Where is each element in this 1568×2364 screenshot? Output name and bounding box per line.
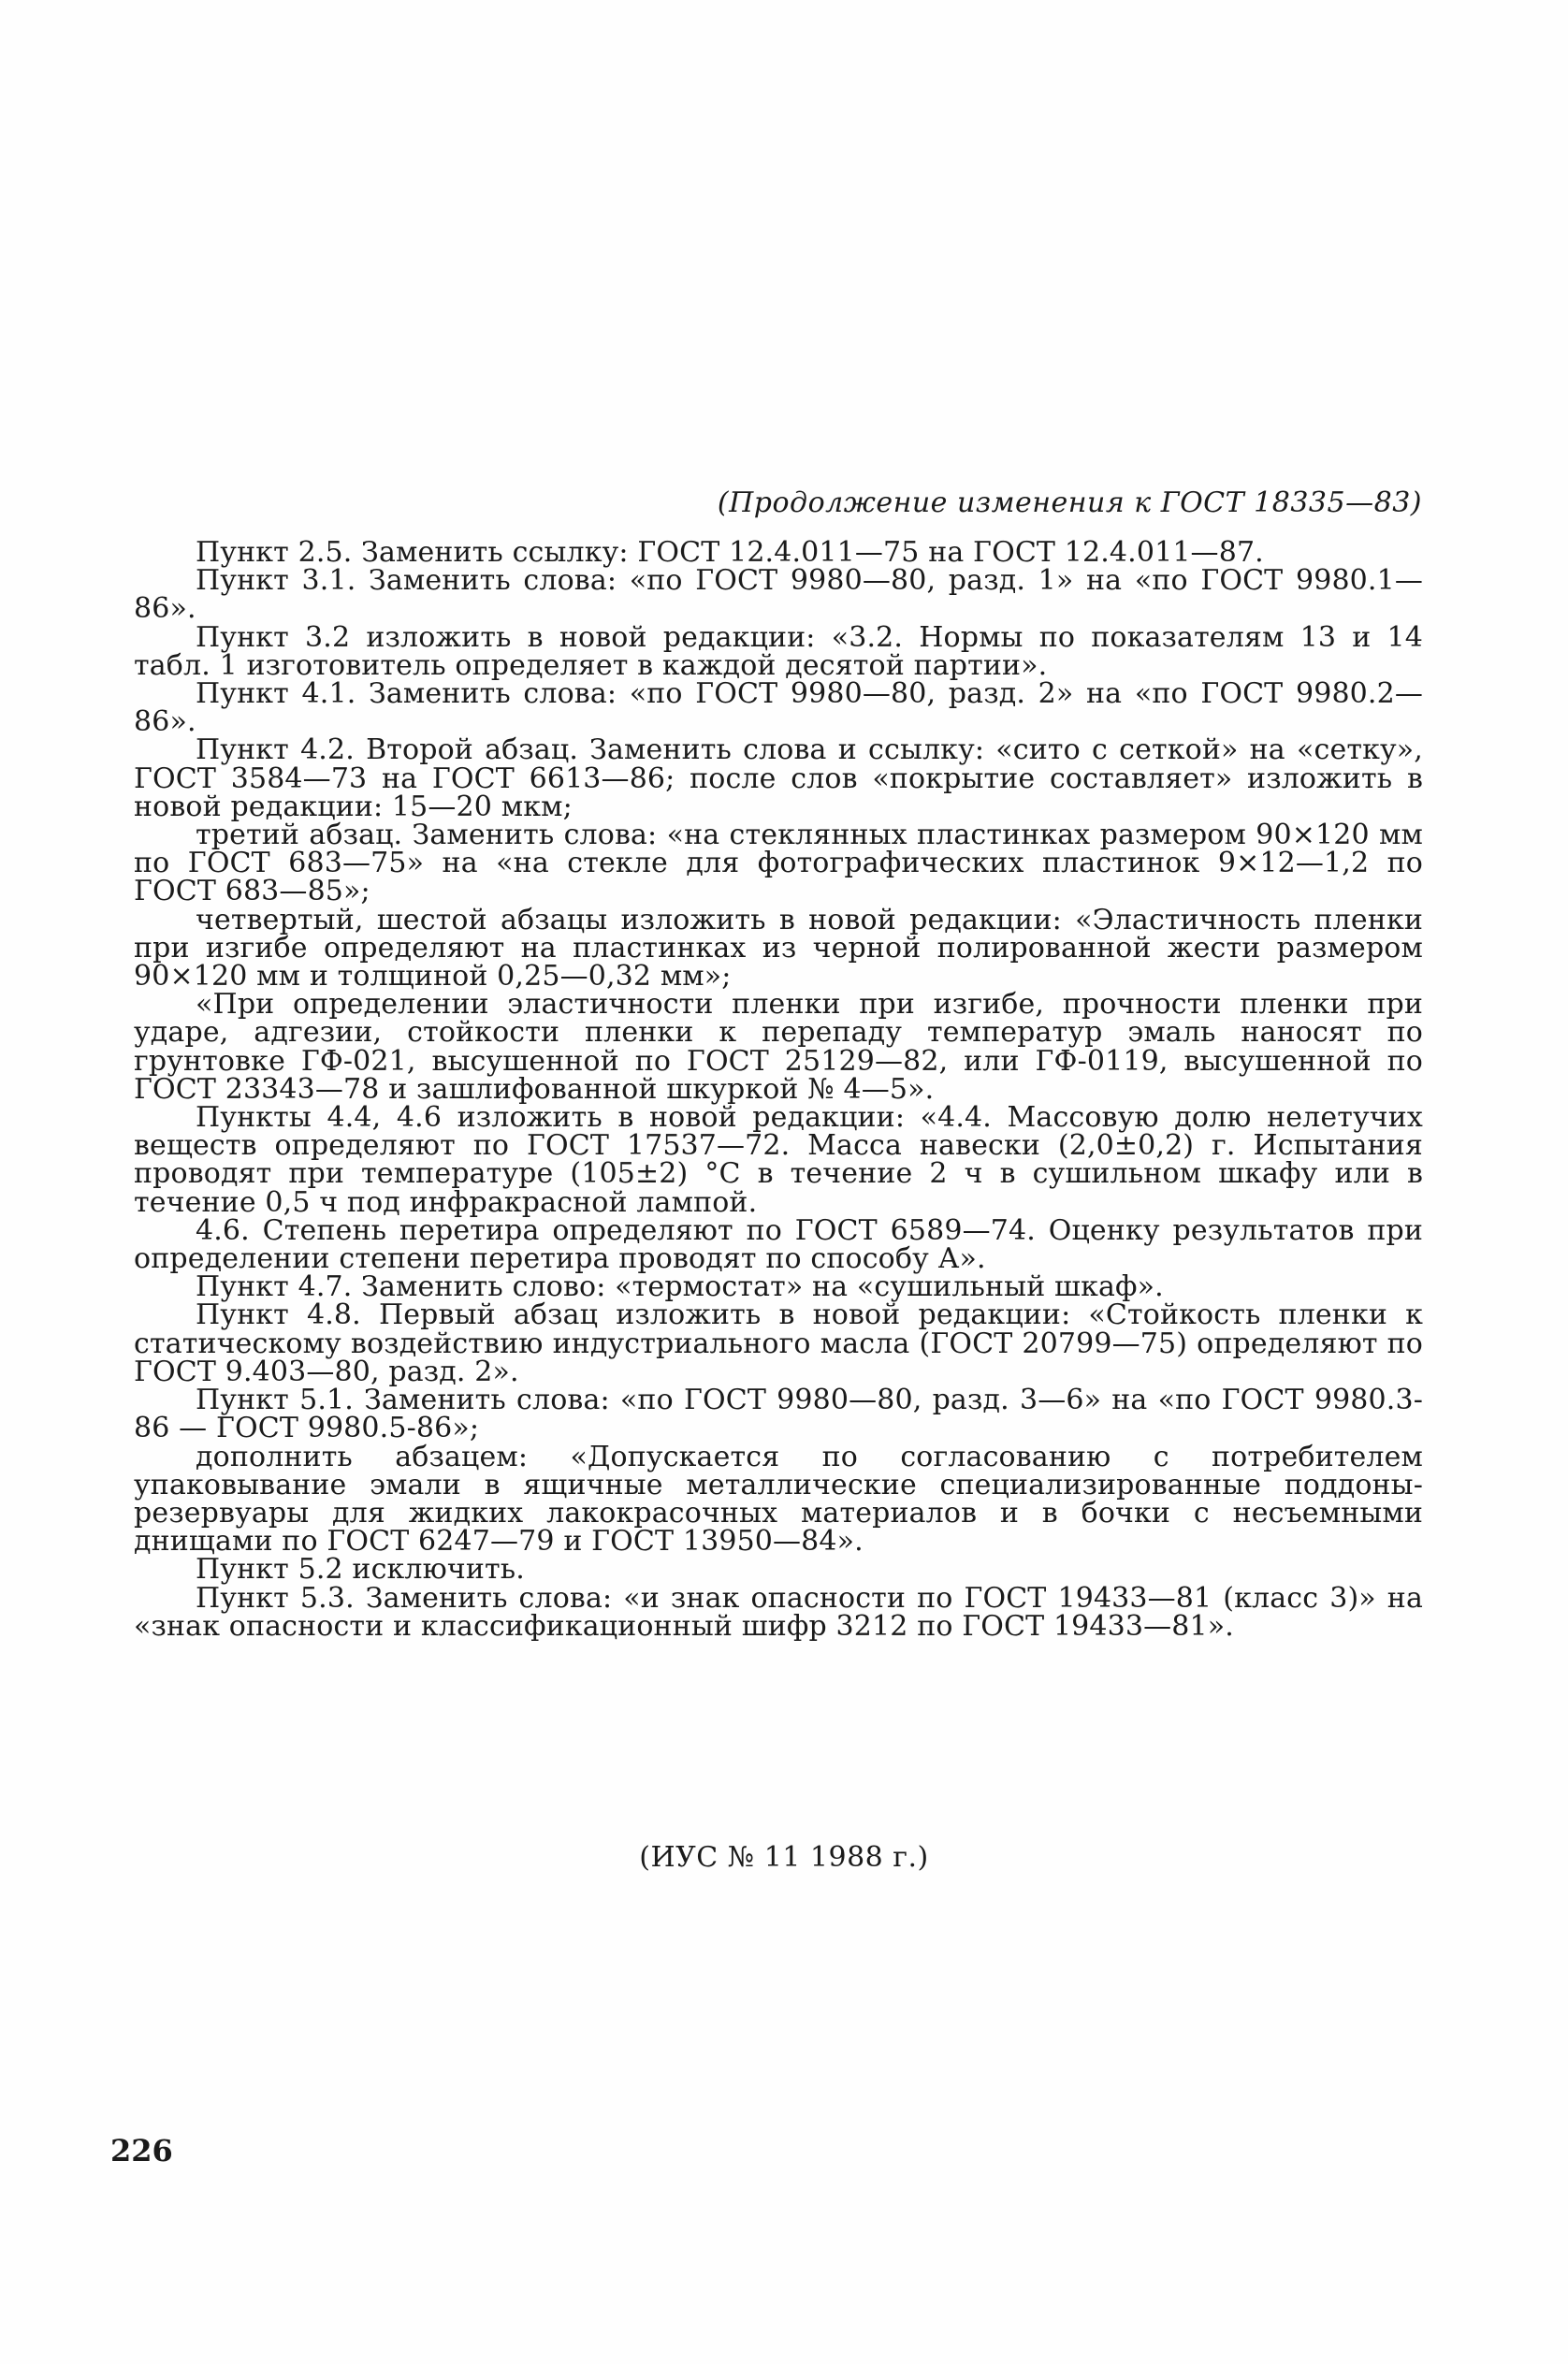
document-body (134, 536, 1423, 1643)
paragraph: четвертый, шестой абзацы изложить в новой редакции: «Эластичность пленки при изгибе определяют на пластинках из черной полированной жести размером 90×120 мм и толщиной 0,25—0,32 мм»; (134, 903, 1423, 993)
paragraph: Пункт 5.2 исключить. (196, 1553, 525, 1587)
paragraph: Пункт 3.1. Заменить слова: «по ГОСТ 9980—80, разд. 1» на «по ГОСТ 9980.1—86». (134, 564, 1423, 626)
source-reference: (ИУС № 11 1988 г.) (639, 1841, 929, 1874)
paragraph: дополнить абзацем: «Допускается по согласованию с потребителем упаковывание эмали в ящичные металлические специализированные поддоны-резервуары для жидких лакокрасочных материалов и в бочки с несъемными днищами по ГОСТ 6247—79 и ГОСТ 13950—84». (134, 1440, 1423, 1559)
paragraph: 4.6. Степень перетира определяют по ГОСТ 6589—74. Оценку результатов при определении степени перетира проводят по способу А». (134, 1213, 1423, 1276)
paragraph: Пункт 2.5. Заменить ссылку: ГОСТ 12.4.011—75 на ГОСТ 12.4.011—87. (196, 536, 1264, 569)
paragraph: Пункты 4.4, 4.6 изложить в новой редакции: «4.4. Массовую долю нелетучих веществ определяют по ГОСТ 17537—72. Масса навески (2,0±0,2) г. Испытания проводят при температуре (105±2) °С в течение 2 ч в сушильном шкафу или в течение 0,5 ч под инфракрасной лампой. (134, 1101, 1423, 1219)
paragraph: Пункт 3.2 изложить в новой редакции: «3.2. Нормы по показателям 13 и 14 табл. 1 изготовитель определяет в каждой десятой партии». (134, 620, 1423, 682)
paragraph: Пункт 5.1. Заменить слова: «по ГОСТ 9980—80, разд. 3—6» на «по ГОСТ 9980.3-86 — ГОСТ 9980.5-86»; (134, 1384, 1423, 1445)
paragraph: «При определении эластичности пленки при изгибе, прочности пленки при ударе, адгезии, стойкости пленки к перепаду температур эмаль наносят по грунтовке ГФ-021, высушенной по ГОСТ 25129—82, или ГФ-0119, высушенной по ГОСТ 23343—78 и зашлифованной шкуркой № 4—5». (134, 988, 1423, 1106)
page-header: (Продолжение изменения к ГОСТ 18335—83) (717, 486, 1422, 519)
paragraph: Пункт 4.7. Заменить слово: «термостат» на «сушильный шкаф». (196, 1270, 1164, 1304)
paragraph: Пункт 4.2. Второй абзац. Заменить слова и ссылку: «сито с сеткой» на «сетку», ГОСТ 3584—73 на ГОСТ 6613—86; после слов «покрытие составляет» изложить в новой редакции: 15—20 мкм; (134, 733, 1423, 823)
paragraph: третий абзац. Заменить слова: «на стеклянных пластинках размером 90×120 мм по ГОСТ 683—75» на «на стекле для фотографических пластинок 9×12—1,2 по ГОСТ 683—85»; (134, 819, 1423, 908)
page-number: 226 (110, 2133, 173, 2168)
paragraph: Пункт 4.1. Заменить слова: «по ГОСТ 9980—80, разд. 2» на «по ГОСТ 9980.2—86». (134, 677, 1423, 739)
paragraph: Пункт 4.8. Первый абзац изложить в новой редакции: «Стойкость пленки к статическому воздействию индустриального масла (ГОСТ 20799—75) определяют по ГОСТ 9.403—80, разд. 2». (134, 1298, 1423, 1388)
paragraph: Пункт 5.3. Заменить слова: «и знак опасности по ГОСТ 19433—81 (класс 3)» на «знак опасности и классификационный шифр 3212 по ГОСТ 19433—81». (134, 1581, 1423, 1643)
